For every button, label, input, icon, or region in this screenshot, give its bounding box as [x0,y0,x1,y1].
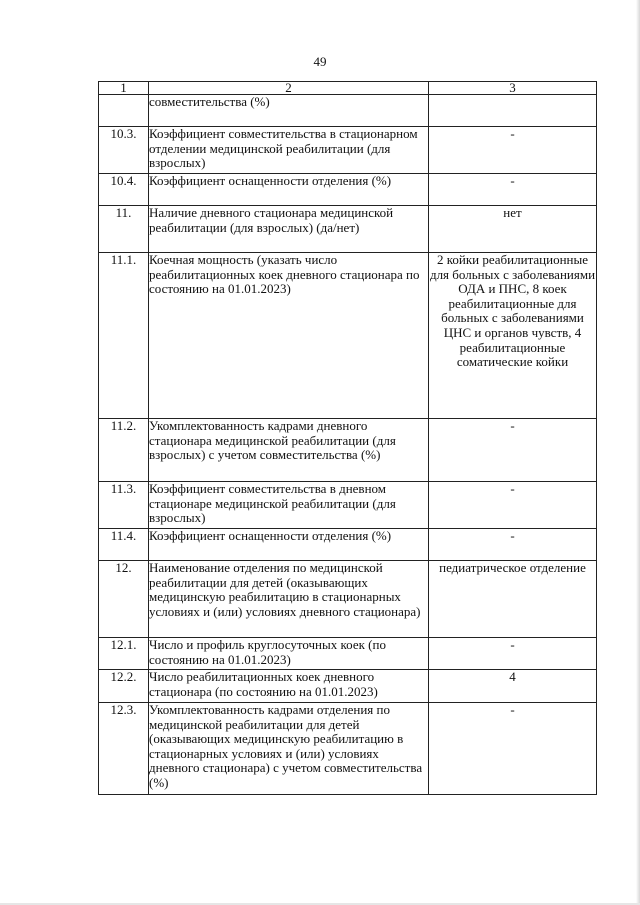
row-value [429,95,597,127]
row-indicator: Число и профиль круглосуточных коек (по состоянию на 01.01.2023) [149,638,429,670]
header-col-1: 1 [99,82,149,95]
row-indicator: Число реабилитационных коек дневного стационара (по состоянию на 01.01.2023) [149,670,429,703]
row-number: 11.4. [99,529,149,561]
row-indicator: Коэффициент совместительства в стационарном отделении медицинской реабилитации (для взрослых) [149,127,429,174]
row-indicator: Наименование отделения по медицинской реабилитации для детей (оказывающих медицинскую реабилитацию в стационарных условиях и (или) условиях дневного стационара) [149,561,429,638]
row-value: педиатрическое отделение [429,561,597,638]
table-row [99,482,597,529]
table-row [99,638,597,670]
scan-edge-shadow [636,0,640,905]
row-number [99,95,149,127]
row-number: 11.1. [99,253,149,419]
row-indicator: Коечная мощность (указать число реабилитационных коек дневного стационара по состоянию на 01.01.2023) [149,253,429,419]
row-indicator: Наличие дневного стационара медицинской реабилитации (для взрослых) (да/нет) [149,206,429,253]
row-indicator: Коэффициент совместительства в дневном стационаре медицинской реабилитации (для взрослых) [149,482,429,529]
table-row [99,206,597,253]
table-row [99,127,597,174]
row-number: 10.3. [99,127,149,174]
row-number: 12.1. [99,638,149,670]
table-row [99,174,597,206]
row-number: 11.3. [99,482,149,529]
table-row [99,253,597,419]
table-row [99,703,597,795]
row-value: 4 [429,670,597,703]
row-indicator: Коэффициент оснащенности отделения (%) [149,174,429,206]
row-value [429,253,597,419]
table-row [99,95,597,127]
table-row [99,670,597,703]
row-value: - [429,174,597,206]
row-number: 12. [99,561,149,638]
bed-capacity-value: 2 койки реабилитационные для больных с заболеваниями ОДА и ПНС, 8 коек реабилитационные для больных с заболеваниями ЦНС и органов чувств, 4 реабилитационные соматические койки [429,252,596,370]
row-indicator: Укомплектованность кадрами дневного стационара медицинской реабилитации (для взрослых) с учетом совместительства (%) [149,419,429,482]
row-number: 11. [99,206,149,253]
row-number: 10.4. [99,174,149,206]
header-col-3: 3 [429,82,597,95]
row-number: 11.2. [99,419,149,482]
table-row [99,561,597,638]
table-row [99,419,597,482]
table-header-row [99,82,597,95]
row-value: - [429,638,597,670]
header-col-2: 2 [149,82,429,95]
row-value: - [429,419,597,482]
table-row [99,529,597,561]
indicator-table [98,81,597,795]
row-value: - [429,703,597,795]
page-number: 49 [313,54,327,69]
row-value: - [429,127,597,174]
row-number: 12.3. [99,703,149,795]
row-value: нет [429,206,597,253]
row-indicator: Коэффициент оснащенности отделения (%) [149,529,429,561]
row-value: - [429,482,597,529]
row-value: - [429,529,597,561]
row-indicator: совместительства (%) [149,95,429,127]
row-indicator: Укомплектованность кадрами отделения по медицинской реабилитации для детей (оказывающих медицинскую реабилитацию в стационарных условиях и (или) условиях дневного стационара) с учетом совместительства (%) [149,703,429,795]
row-number: 12.2. [99,670,149,703]
